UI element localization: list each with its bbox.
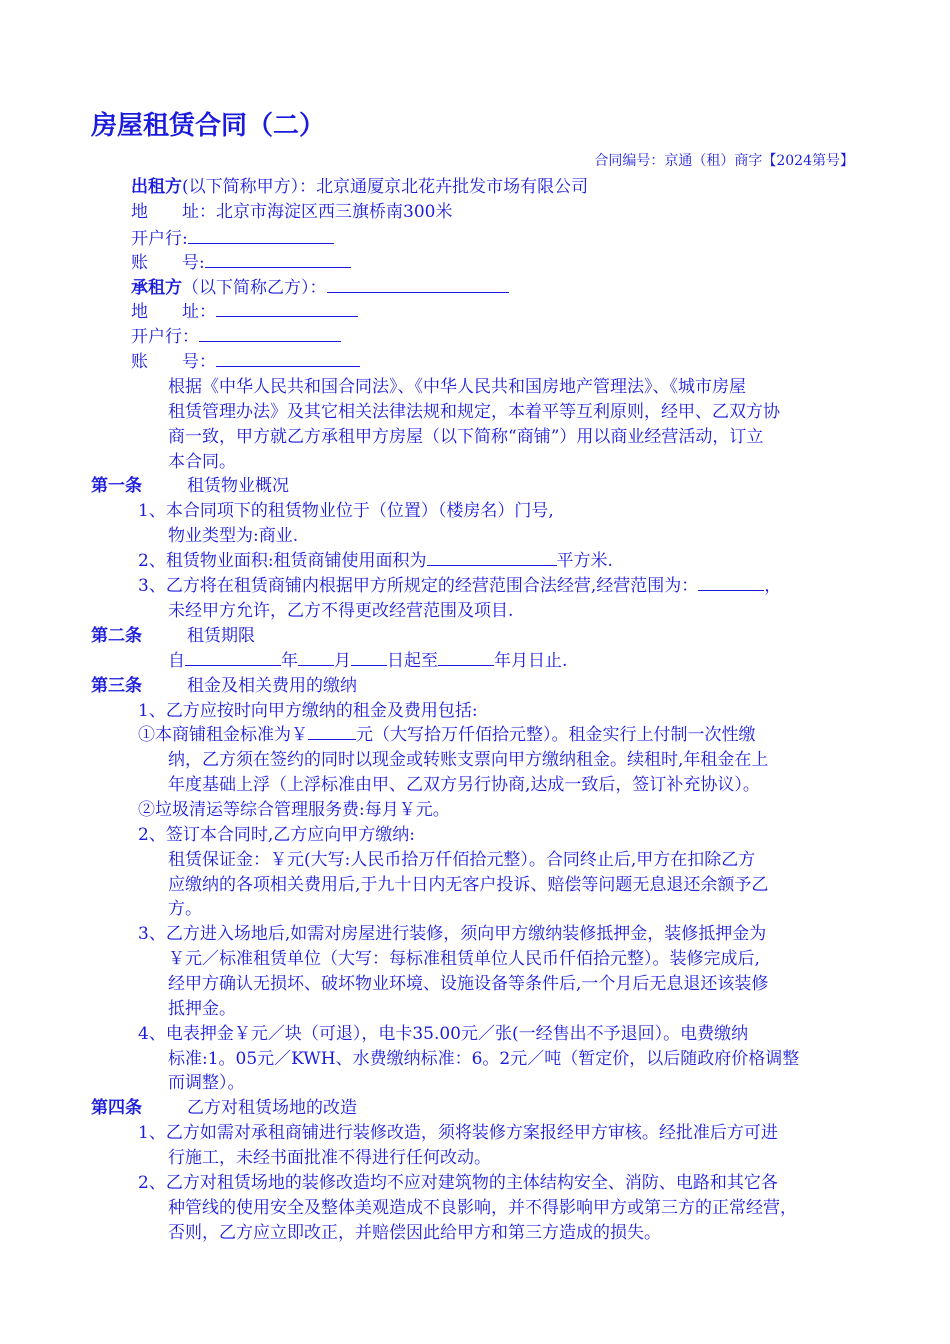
lessor-account-line xyxy=(131,251,351,275)
article-4-number: 第四条 xyxy=(91,1098,142,1118)
article-4-line: 行施工，未经书面批准不得进行任何改动。 xyxy=(168,1148,491,1168)
article-3-line: 纳，乙方须在签约的同时以现金或转账支票向甲方缴纳租金。续租时,年租金在上 xyxy=(168,750,769,770)
article-3-number: 第三条 xyxy=(91,676,142,696)
article-1-title: 租赁物业概况 xyxy=(187,476,289,496)
article-1-area-line xyxy=(138,549,613,573)
article-3-line: 应缴纳的各项相关费用后,于九十日内无客户投诉、赔偿等问题无息退还余额予乙 xyxy=(168,875,769,895)
term-start-year-blank[interactable] xyxy=(185,649,281,666)
area-blank[interactable] xyxy=(427,549,557,566)
lessee-bank-line xyxy=(131,325,341,349)
term-end-year-blank[interactable] xyxy=(438,649,494,666)
article-3-line: 4、电表押金￥元／块（可退），电卡35.00元／张(一经售出不予退回）。电费缴纳 xyxy=(138,1024,749,1044)
lessee-bank-blank[interactable] xyxy=(199,325,341,342)
article-3-line: 经甲方确认无损坏、破坏物业环境、设施设备等条件后,一个月后无息退还该装修 xyxy=(168,974,769,994)
scope-comma: ， xyxy=(764,576,782,596)
article-3-title: 租金及相关费用的缴纳 xyxy=(187,676,357,696)
area-label: 2、租赁物业面积:租赁商铺使用面积为 xyxy=(138,551,427,571)
lessor-account-blank[interactable] xyxy=(205,251,351,268)
article-4-line: 1、乙方如需对承租商铺进行装修改造，须将装修方案报经甲方审核。经批准后方可进 xyxy=(138,1123,778,1143)
article-3-line: ②垃圾清运等综合管理服务费:每月￥元。 xyxy=(138,800,450,820)
lessee-account-line xyxy=(131,350,360,374)
lessee-account-label: 账 号： xyxy=(131,352,216,372)
rent-standard-label: ①本商铺租金标准为￥ xyxy=(138,725,308,745)
article-3-line: 1、乙方应按时向甲方缴纳的租金及费用包括: xyxy=(138,701,478,721)
article-3-line: 年度基础上浮（上浮标准由甲、乙双方另行协商,达成一致后，签订补充协议）。 xyxy=(168,775,760,795)
lessor-bank-line xyxy=(131,227,334,251)
lessee-address-label: 地 址： xyxy=(131,302,216,322)
article-3-line: 方。 xyxy=(168,899,202,919)
lessor-label: 出租方 xyxy=(131,177,182,197)
lessee-address-blank[interactable] xyxy=(216,300,358,317)
lessor-account-label: 账 号: xyxy=(131,253,205,273)
term-month: 月 xyxy=(334,651,351,671)
preamble-line: 租赁管理办法》及其它相关法律法规和规定，本着平等互利原则，经甲、乙双方协 xyxy=(168,402,780,422)
article-2-title: 租赁期限 xyxy=(187,626,255,646)
article-4-line: 种管线的使用安全及整体美观造成不良影响，并不得影响甲方或第三方的正常经营， xyxy=(168,1198,797,1218)
article-1-item: 未经甲方允许，乙方不得更改经营范围及项目. xyxy=(168,601,514,621)
contract-number: 合同编号：京通（租）商字【2024第号】 xyxy=(594,153,854,169)
article-3-line: 而调整）。 xyxy=(168,1073,245,1093)
term-start-month-blank[interactable] xyxy=(298,649,334,666)
scope-label: 3、乙方将在租赁商铺内根据甲方所规定的经营范围合法经营,经营范围为： xyxy=(138,576,699,596)
lessor-address: 地 址：北京市海淀区西三旗桥南300米 xyxy=(131,202,453,222)
lessee-address-line xyxy=(131,300,358,324)
article-1-item: 1、本合同项下的租赁物业位于（位置）（楼房名）门号, xyxy=(138,501,554,521)
lessee-line xyxy=(131,276,509,300)
document-title: 房屋租赁合同（二） xyxy=(91,111,326,141)
article-2-number: 第二条 xyxy=(91,626,142,646)
preamble-line: 本合同。 xyxy=(168,452,236,472)
rent-standard-text: 元（大写拾万仟佰拾元整）。租金实行上付制一次性缴 xyxy=(356,725,756,745)
area-unit: 平方米. xyxy=(556,551,613,571)
lessor-line xyxy=(131,175,588,199)
rent-standard-line xyxy=(138,723,756,747)
article-3-line: 标准:1。05元／KWH、水费缴纳标准：6。2元／吨（暂定价，以后随政府价格调整 xyxy=(168,1049,800,1069)
term-to: 日起至 xyxy=(387,651,438,671)
article-4-title: 乙方对租赁场地的改造 xyxy=(187,1098,357,1118)
article-1-item: 物业类型为:商业. xyxy=(168,526,299,546)
term-end: 年月日止. xyxy=(494,651,568,671)
article-3-line: 3、乙方进入场地后,如需对房屋进行装修，须向甲方缴纳装修抵押金，装修抵押金为 xyxy=(138,924,767,944)
article-3-line: 抵押金。 xyxy=(168,999,236,1019)
lease-term-line xyxy=(168,649,567,673)
preamble-line: 商一致，甲方就乙方承租甲方房屋（以下简称“商铺”）用以商业经营活动，订立 xyxy=(168,427,764,447)
article-3-line: ￥元／标准租赁单位（大写：每标准租赁单位人民币仟佰拾元整）。装修完成后, xyxy=(168,949,760,969)
lessee-account-blank[interactable] xyxy=(216,350,360,367)
article-1-scope-line xyxy=(138,574,781,598)
lessee-name-blank[interactable] xyxy=(327,276,509,293)
scope-blank[interactable] xyxy=(698,574,764,591)
preamble-line: 根据《中华人民共和国合同法》、《中华人民共和国房地产管理法》、《城市房屋 xyxy=(168,377,746,397)
article-3-line: 2、签订本合同时,乙方应向甲方缴纳: xyxy=(138,825,415,845)
lessee-label: 承租方 xyxy=(131,278,182,298)
article-1-number: 第一条 xyxy=(91,476,142,496)
lessor-name: (以下简称甲方）：北京通厦京北花卉批发市场有限公司 xyxy=(182,177,589,197)
lessor-bank-blank[interactable] xyxy=(188,227,334,244)
lessee-label-suffix: （以下简称乙方）： xyxy=(182,278,327,298)
term-year: 年 xyxy=(281,651,298,671)
term-from: 自 xyxy=(168,651,185,671)
rent-amount-blank[interactable] xyxy=(308,723,356,740)
term-start-day-blank[interactable] xyxy=(351,649,387,666)
article-4-line: 2、乙方对租赁场地的装修改造均不应对建筑物的主体结构安全、消防、电路和其它各 xyxy=(138,1173,778,1193)
lessee-bank-label: 开户行： xyxy=(131,327,199,347)
article-4-line: 否则，乙方应立即改正，并赔偿因此给甲方和第三方造成的损失。 xyxy=(168,1223,661,1243)
lessor-bank-label: 开户行: xyxy=(131,229,188,249)
article-3-line: 租赁保证金：￥元(大写:人民币拾万仟佰拾元整）。合同终止后,甲方在扣除乙方 xyxy=(168,850,756,870)
